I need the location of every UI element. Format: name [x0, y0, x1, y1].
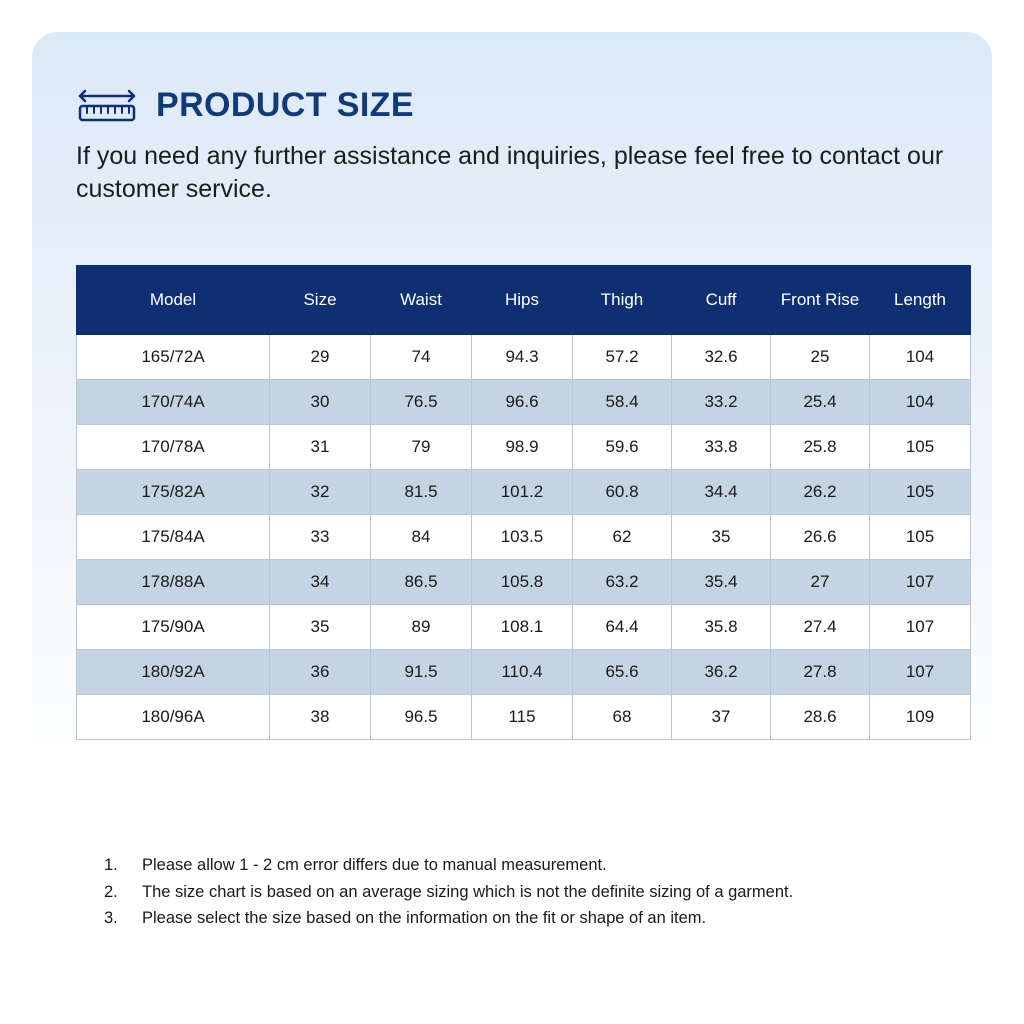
cell-thigh: 58.4 — [573, 379, 672, 424]
column-header-front-rise: Front Rise — [771, 265, 870, 334]
cell-thigh: 62 — [573, 514, 672, 559]
cell-length: 107 — [870, 559, 971, 604]
cell-model: 175/90A — [77, 604, 270, 649]
cell-waist: 91.5 — [371, 649, 472, 694]
cell-length: 109 — [870, 694, 971, 739]
cell-hips: 103.5 — [472, 514, 573, 559]
cell-size: 29 — [270, 334, 371, 379]
cell-size: 31 — [270, 424, 371, 469]
cell-size: 30 — [270, 379, 371, 424]
table-head — [77, 265, 971, 334]
page-title: PRODUCT SIZE — [156, 86, 414, 124]
cell-waist: 74 — [371, 334, 472, 379]
cell-front-rise: 26.6 — [771, 514, 870, 559]
cell-cuff: 35.4 — [672, 559, 771, 604]
cell-thigh: 59.6 — [573, 424, 672, 469]
cell-thigh: 65.6 — [573, 649, 672, 694]
cell-hips: 105.8 — [472, 559, 573, 604]
cell-front-rise: 27.8 — [771, 649, 870, 694]
cell-waist: 89 — [371, 604, 472, 649]
cell-front-rise: 25.8 — [771, 424, 870, 469]
table-row — [77, 469, 971, 514]
cell-length: 104 — [870, 379, 971, 424]
table-body — [77, 334, 971, 739]
note-number: 1. — [104, 855, 118, 874]
cell-hips: 98.9 — [472, 424, 573, 469]
cell-front-rise: 28.6 — [771, 694, 870, 739]
cell-size: 38 — [270, 694, 371, 739]
column-header-model: Model — [77, 265, 270, 334]
list-item — [104, 905, 984, 932]
cell-waist: 84 — [371, 514, 472, 559]
cell-cuff: 33.2 — [672, 379, 771, 424]
cell-model: 170/74A — [77, 379, 270, 424]
cell-hips: 110.4 — [472, 649, 573, 694]
table-row — [77, 604, 971, 649]
cell-length: 105 — [870, 469, 971, 514]
cell-length: 105 — [870, 514, 971, 559]
size-chart-card — [32, 32, 992, 992]
cell-length: 105 — [870, 424, 971, 469]
cell-hips: 108.1 — [472, 604, 573, 649]
cell-front-rise: 25 — [771, 334, 870, 379]
cell-thigh: 68 — [573, 694, 672, 739]
header — [76, 88, 948, 122]
table-header-row — [77, 265, 971, 334]
cell-hips: 96.6 — [472, 379, 573, 424]
cell-length: 107 — [870, 649, 971, 694]
column-header-hips: Hips — [472, 265, 573, 334]
cell-cuff: 37 — [672, 694, 771, 739]
cell-size: 33 — [270, 514, 371, 559]
cell-waist: 96.5 — [371, 694, 472, 739]
cell-cuff: 33.8 — [672, 424, 771, 469]
table-row — [77, 514, 971, 559]
cell-front-rise: 25.4 — [771, 379, 870, 424]
cell-model: 175/84A — [77, 514, 270, 559]
cell-thigh: 60.8 — [573, 469, 672, 514]
list-item — [104, 852, 984, 879]
cell-cuff: 36.2 — [672, 649, 771, 694]
cell-length: 104 — [870, 334, 971, 379]
table-row — [77, 559, 971, 604]
cell-hips: 101.2 — [472, 469, 573, 514]
note-text: Please select the size based on the information on the fit or shape of an item. — [142, 909, 707, 928]
cell-cuff: 34.4 — [672, 469, 771, 514]
table-row — [77, 424, 971, 469]
column-header-thigh: Thigh — [573, 265, 672, 334]
list-item — [104, 879, 984, 906]
cell-model: 175/82A — [77, 469, 270, 514]
table-row — [77, 694, 971, 739]
cell-hips: 94.3 — [472, 334, 573, 379]
table-row — [77, 649, 971, 694]
cell-thigh: 63.2 — [573, 559, 672, 604]
cell-size: 36 — [270, 649, 371, 694]
cell-front-rise: 27 — [771, 559, 870, 604]
cell-thigh: 57.2 — [573, 334, 672, 379]
cell-front-rise: 26.2 — [771, 469, 870, 514]
cell-front-rise: 27.4 — [771, 604, 870, 649]
cell-waist: 81.5 — [371, 469, 472, 514]
subtitle-text: If you need any further assistance and inquiries, please feel free to contact our customer service. — [76, 142, 944, 204]
table-row — [77, 379, 971, 424]
cell-length: 107 — [870, 604, 971, 649]
cell-cuff: 35 — [672, 514, 771, 559]
column-header-waist: Waist — [371, 265, 472, 334]
notes-list — [104, 852, 984, 932]
cell-model: 178/88A — [77, 559, 270, 604]
cell-cuff: 35.8 — [672, 604, 771, 649]
cell-model: 180/96A — [77, 694, 270, 739]
cell-size: 35 — [270, 604, 371, 649]
note-text: The size chart is based on an average sizing which is not the definite sizing of a garment. — [142, 882, 794, 901]
size-table — [76, 265, 971, 740]
column-header-length: Length — [870, 265, 971, 334]
table-row — [77, 334, 971, 379]
ruler-icon — [76, 88, 138, 122]
cell-waist: 76.5 — [371, 379, 472, 424]
cell-waist: 79 — [371, 424, 472, 469]
cell-size: 34 — [270, 559, 371, 604]
note-number: 3. — [104, 909, 118, 928]
cell-waist: 86.5 — [371, 559, 472, 604]
cell-size: 32 — [270, 469, 371, 514]
cell-hips: 115 — [472, 694, 573, 739]
cell-thigh: 64.4 — [573, 604, 672, 649]
cell-cuff: 32.6 — [672, 334, 771, 379]
cell-model: 180/92A — [77, 649, 270, 694]
column-header-cuff: Cuff — [672, 265, 771, 334]
note-text: Please allow 1 - 2 cm error differs due to manual measurement. — [142, 855, 607, 874]
cell-model: 170/78A — [77, 424, 270, 469]
note-number: 2. — [104, 882, 118, 901]
cell-model: 165/72A — [77, 334, 270, 379]
column-header-size: Size — [270, 265, 371, 334]
